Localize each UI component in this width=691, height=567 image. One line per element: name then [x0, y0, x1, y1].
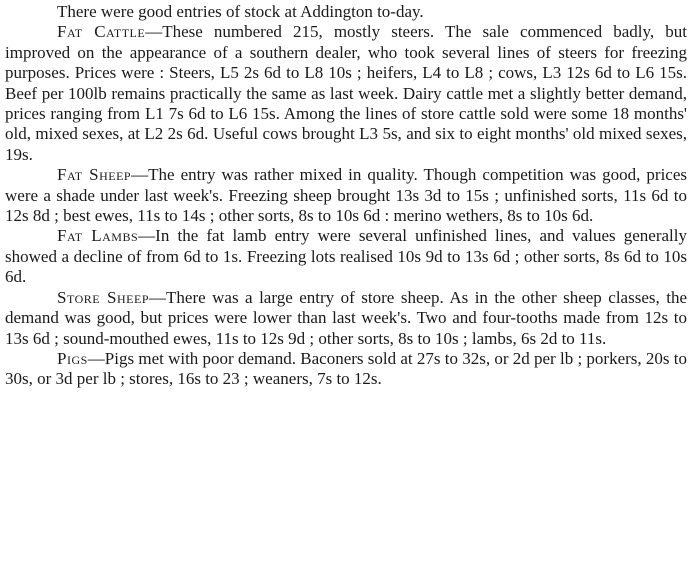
fat-cattle-text: —These numbered 215, mostly steers. The sale commenced badly, but improved on the appearance of a southern dealer, who took several lines of steers for freezing purposes. Prices were : Steers, L5 2s 6d to L8 10s ; heifers, L4 to L8 ; cows, L3 12s 6d to L6 15s. Beef per 100lb remains practically the same as last week. Dairy cattle met a slightly better demand, prices ranging from L1 7s 6d to L6 15s. Among the lines of store cattle sold were some 18 months' old, mixed sexes, at L2 2s 6d. Useful cows brought L3 5s, and six to eight months' old mixed sexes, 19s. — [5, 22, 687, 164]
fat-lambs-paragraph — [5, 226, 687, 287]
fat-cattle-heading: Fat Cattle — [57, 22, 146, 42]
fat-cattle-paragraph — [5, 22, 687, 165]
pigs-heading: Pigs — [57, 348, 88, 368]
store-sheep-paragraph — [5, 288, 687, 349]
pigs-paragraph — [5, 349, 687, 390]
pigs-text: —Pigs met with poor demand. Baconers sold at 27s to 32s, or 2d per lb ; porkers, 20s to 30s, or 3d per lb ; stores, 16s to 23 ; weaners, 7s to 12s. — [5, 348, 687, 389]
intro-paragraph — [5, 2, 687, 22]
fat-sheep-text: —The entry was rather mixed in quality. Though competition was good, prices were a shade under last week's. Freezing sheep brought 13s 3d to 15s ; unfinished sorts, 11s 6d to 12s 8d ; best ewes, 11s to 14s ; other sorts, 8s to 10s 6d : merino wethers, 8s to 10s 6d. — [5, 165, 687, 226]
store-sheep-heading: Store Sheep — [57, 287, 150, 307]
intro-text: There were good entries of stock at Addington to-day. — [57, 2, 424, 21]
fat-sheep-paragraph — [5, 165, 687, 226]
fat-lambs-text: —In the fat lamb entry were several unfinished lines, and values generally showed a decline of from 6d to 1s. Freezing lots realised 10s 9d to 13s 6d ; other sorts, 8s 6d to 10s 6d. — [5, 226, 687, 287]
store-sheep-text: —There was a large entry of store sheep. As in the other sheep classes, the demand was good, but prices were lower than last week's. Two and four-tooths made from 12s to 13s 6d ; sound-mouthed ewes, 11s to 12s 9d ; other sorts, 8s to 10s ; lambs, 6s 2d to 11s. — [5, 287, 687, 348]
fat-lambs-heading: Fat Lambs — [57, 226, 139, 246]
fat-sheep-heading: Fat Sheep — [57, 165, 132, 185]
